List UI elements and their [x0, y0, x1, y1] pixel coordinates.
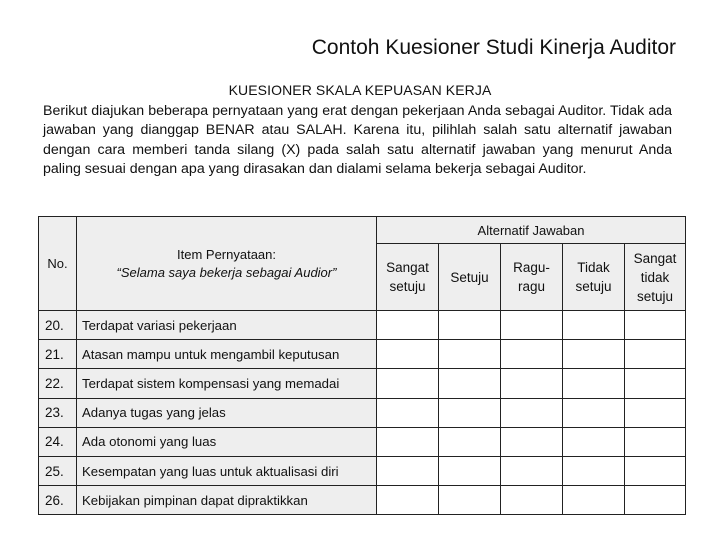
answer-cell[interactable]	[625, 456, 686, 485]
answer-cell[interactable]	[439, 340, 501, 369]
option-header-line: Sangat	[633, 250, 677, 266]
option-header-ragu-ragu	[501, 244, 563, 311]
option-header-setuju	[439, 244, 501, 311]
row-number: 26.	[39, 486, 77, 515]
answer-cell[interactable]	[625, 427, 686, 456]
row-number: 23.	[39, 398, 77, 427]
option-header-line: setuju	[575, 279, 612, 294]
answer-cell[interactable]	[377, 427, 439, 456]
table-row	[39, 369, 686, 398]
row-statement: Atasan mampu untuk mengambil keputusan	[77, 340, 377, 369]
row-statement: Terdapat sistem kompensasi yang memadai	[77, 369, 377, 398]
slide-title: Contoh Kuesioner Studi Kinerja Auditor	[311, 36, 676, 59]
answer-cell[interactable]	[625, 311, 686, 340]
questionnaire-intro: Berikut diajukan beberapa pernyataan yang erat dengan pekerjaan Anda sebagai Auditor. Tidak ada jawaban yang dianggap BENAR atau SALAH. Karena itu, pilihlah salah satu alternatif jawaban dengan cara memberi tanda silang (X) pada salah satu alternatif jawaban yang menurut Anda paling sesuai dengan apa yang dirasakan dan dialami selama bekerja sebagai Auditor.	[43, 103, 672, 177]
table-row	[39, 456, 686, 485]
answer-cell[interactable]	[563, 369, 625, 398]
option-header-line: Ragu-	[513, 260, 550, 275]
answer-cell[interactable]	[563, 340, 625, 369]
answer-cell[interactable]	[439, 456, 501, 485]
no-header-cell	[39, 217, 77, 311]
answer-cell[interactable]	[377, 340, 439, 369]
row-statement: Kebijakan pimpinan dapat dipraktikkan	[77, 486, 377, 515]
option-header-line: setuju	[637, 288, 674, 304]
row-statement: Terdapat variasi pekerjaan	[77, 311, 377, 340]
answer-cell[interactable]	[563, 456, 625, 485]
option-header-sangat-setuju	[377, 244, 439, 311]
answer-cell[interactable]	[501, 398, 563, 427]
table-row	[39, 398, 686, 427]
answer-cell[interactable]	[501, 427, 563, 456]
answer-cell[interactable]	[563, 311, 625, 340]
table-row	[39, 340, 686, 369]
option-header-sangat-tidak-setuju	[625, 244, 686, 311]
row-statement: Adanya tugas yang jelas	[77, 398, 377, 427]
answer-cell[interactable]	[563, 486, 625, 515]
item-header-context: “Selama saya bekerja sebagai Audior”	[116, 264, 337, 280]
alternatif-jawaban-header: Alternatif Jawaban	[377, 217, 686, 244]
option-header-line: setuju	[389, 279, 426, 294]
row-statement: Kesempatan yang luas untuk aktualisasi diri	[77, 456, 377, 485]
answer-cell[interactable]	[563, 398, 625, 427]
option-header-line: Tidak	[577, 260, 610, 275]
answer-cell[interactable]	[501, 456, 563, 485]
answer-cell[interactable]	[439, 311, 501, 340]
answer-cell[interactable]	[625, 486, 686, 515]
answer-cell[interactable]	[439, 427, 501, 456]
option-header-line: Setuju	[450, 269, 489, 285]
answer-cell[interactable]	[501, 369, 563, 398]
row-number: 25.	[39, 456, 77, 485]
table-row	[39, 427, 686, 456]
answer-cell[interactable]	[625, 369, 686, 398]
answer-cell[interactable]	[377, 311, 439, 340]
answer-cell[interactable]	[625, 398, 686, 427]
row-number: 21.	[39, 340, 77, 369]
row-number: 20.	[39, 311, 77, 340]
answer-cell[interactable]	[377, 398, 439, 427]
table-row	[39, 311, 686, 340]
answer-cell[interactable]	[377, 456, 439, 485]
answer-cell[interactable]	[501, 486, 563, 515]
row-number: 24.	[39, 427, 77, 456]
item-header-label: Item Pernyataan:	[177, 246, 276, 262]
answer-cell[interactable]	[377, 486, 439, 515]
answer-cell[interactable]	[377, 369, 439, 398]
option-header-tidak-setuju	[563, 244, 625, 311]
answer-cell[interactable]	[439, 369, 501, 398]
questionnaire-table	[38, 216, 686, 515]
option-header-line: ragu	[517, 279, 546, 294]
answer-cell[interactable]	[501, 311, 563, 340]
item-header-cell	[77, 217, 377, 311]
row-number: 22.	[39, 369, 77, 398]
answer-cell[interactable]	[439, 398, 501, 427]
no-header: No.	[47, 256, 68, 271]
questionnaire-heading: KUESIONER SKALA KEPUASAN KERJA	[228, 82, 492, 98]
answer-cell[interactable]	[439, 486, 501, 515]
table-row	[39, 486, 686, 515]
answer-cell[interactable]	[625, 340, 686, 369]
answer-cell[interactable]	[501, 340, 563, 369]
option-header-line: Sangat	[386, 260, 429, 275]
row-statement: Ada otonomi yang luas	[77, 427, 377, 456]
option-header-line: tidak	[640, 269, 670, 285]
answer-cell[interactable]	[563, 427, 625, 456]
